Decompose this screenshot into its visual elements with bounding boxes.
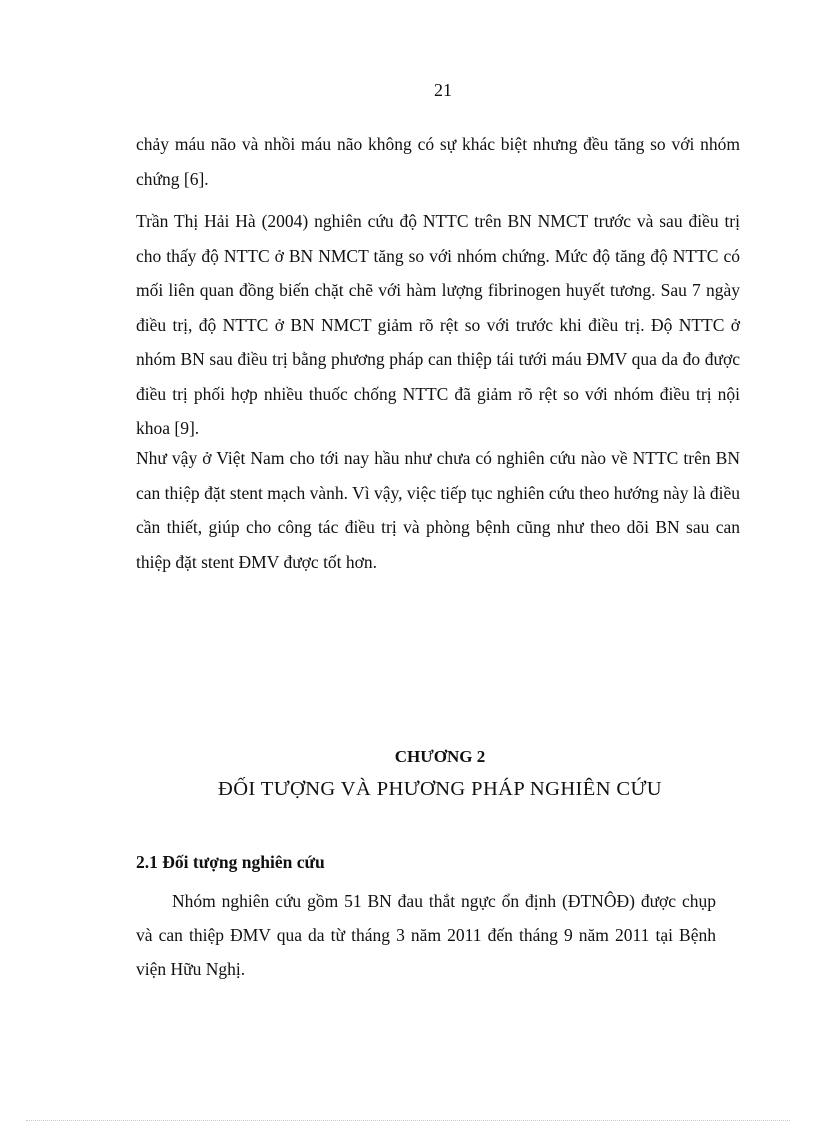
paragraph-1: chảy máu não và nhồi máu não không có sự khác biệt nhưng đều tăng so với nhóm chứng [6]. xyxy=(136,134,740,189)
paragraph-2: Trần Thị Hải Hà (2004) nghiên cứu độ NTTC trên BN NMCT trước và sau điều trị cho thấy độ NTTC ở BN NMCT tăng so với nhóm chứng. Mức độ tăng độ NTTC có mối liên quan đồng biến chặt chẽ với hàm lượng fibrinogen huyết tương. Sau 7 ngày điều trị, độ NTTC ở BN NMCT giảm rõ rệt so với trước khi điều trị. Độ NTTC ở nhóm BN sau điều trị bằng phương pháp can thiệp tái tưới máu ĐMV qua da đo được điều trị phối hợp nhiều thuốc chống NTTC đã giảm rõ rệt so với nhóm điều trị nội khoa [9]. xyxy=(136,211,740,438)
page-number: 21 xyxy=(434,80,452,100)
section-heading: 2.1 Đối tượng nghiên cứu xyxy=(136,852,325,872)
chapter-title: ĐỐI TƯỢNG VÀ PHƯƠNG PHÁP NGHIÊN CỨU xyxy=(217,778,663,800)
paragraph-3: Như vậy ở Việt Nam cho tới nay hầu như chưa có nghiên cứu nào về NTTC trên BN can thiệp đặt stent mạch vành. Vì vậy, việc tiếp tục nghiên cứu theo hướng này là điều cần thiết, giúp cho công tác điều trị và phòng bệnh cũng như theo dõi BN sau can thiệp đặt stent ĐMV được tốt hơn. xyxy=(136,448,740,572)
section-paragraph: Nhóm nghiên cứu gồm 51 BN đau thắt ngực ổn định (ĐTNÔĐ) được chụp và can thiệp ĐMV qua da từ tháng 3 năm 2011 đến tháng 9 năm 2011 tại Bệnh viện Hữu Nghị. xyxy=(136,891,716,979)
chapter-label: CHƯƠNG 2 xyxy=(394,747,486,766)
page-bottom-divider xyxy=(26,1120,790,1121)
